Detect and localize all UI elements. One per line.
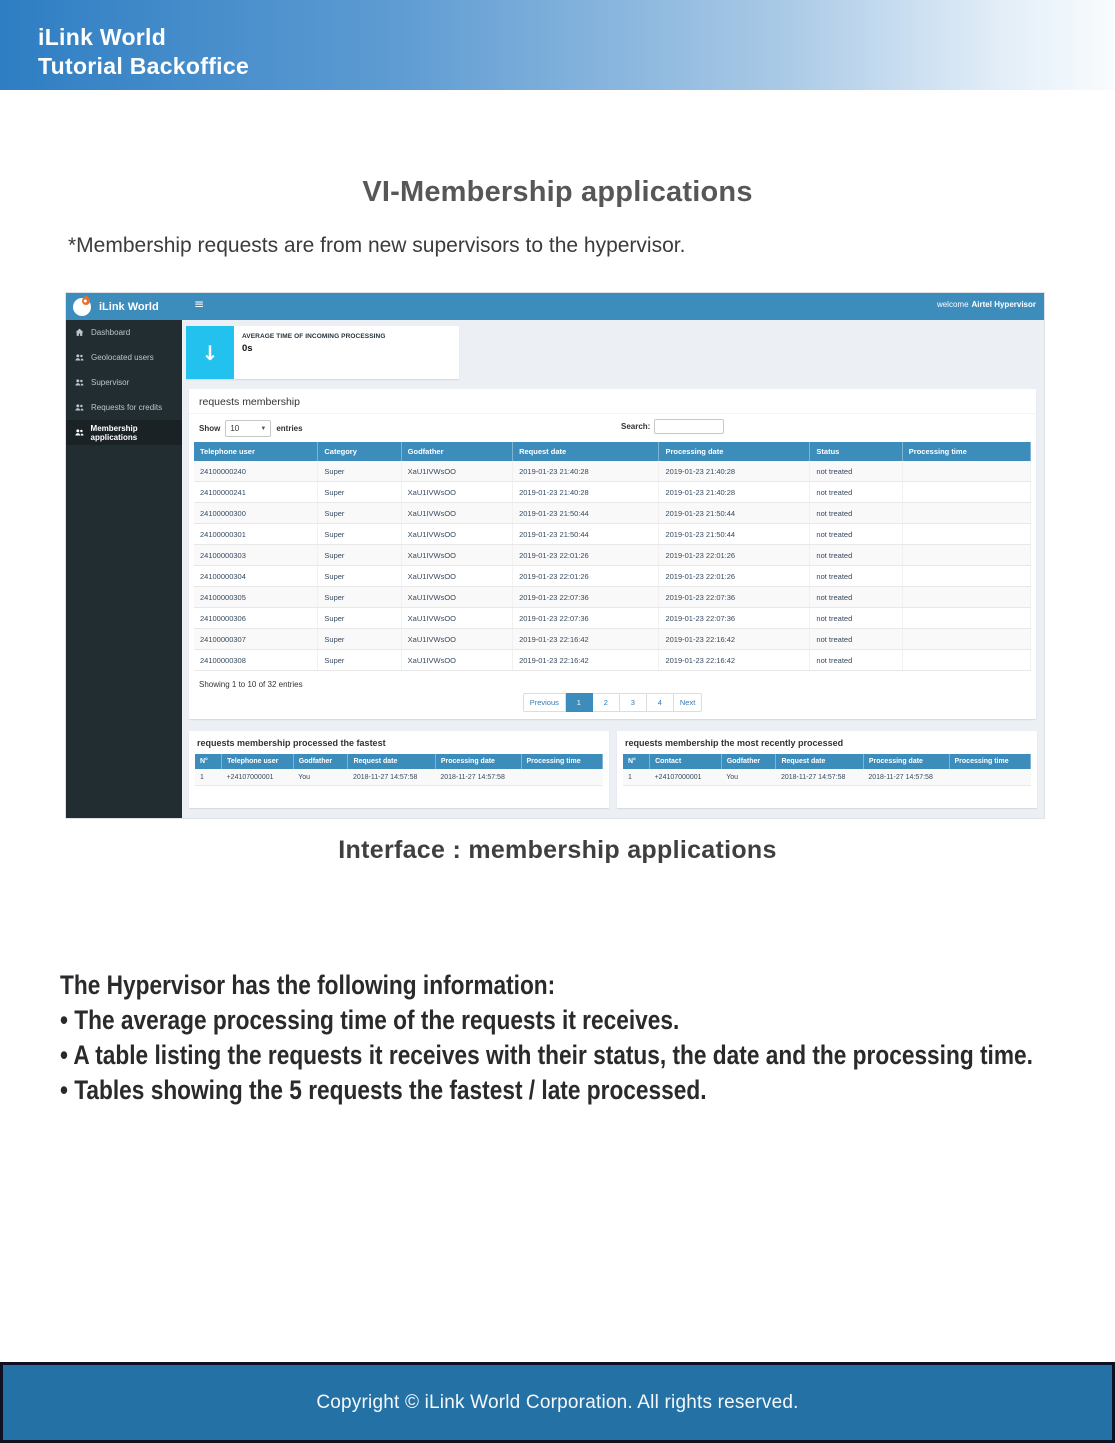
entries-select[interactable]: 10 ▼: [225, 420, 271, 437]
table-cell: not treated: [810, 629, 902, 650]
panel-title: requests membership processed the fastest: [197, 738, 386, 748]
table-cell: 2019-01-23 22:01:26: [659, 545, 810, 566]
table-cell: Super: [318, 587, 401, 608]
table-row: [194, 629, 1031, 650]
table-cell: [902, 608, 1030, 629]
users-icon: [75, 378, 85, 388]
table-cell: 24100000304: [194, 566, 318, 587]
table-cell: 2019-01-23 21:40:28: [513, 482, 659, 503]
table-row: [194, 461, 1031, 482]
table-cell: 2019-01-23 22:07:36: [659, 587, 810, 608]
app-sidebar: [66, 320, 182, 818]
table-cell: XaU1IVWsOO: [401, 587, 512, 608]
table-cell: Super: [318, 629, 401, 650]
table-cell: not treated: [810, 461, 902, 482]
table-row: [195, 769, 603, 786]
table-cell: [521, 769, 602, 786]
table-cell: [902, 482, 1030, 503]
column-header[interactable]: N°: [623, 754, 650, 769]
hamburger-menu-icon[interactable]: ≡: [194, 297, 205, 311]
document-header: [0, 0, 1115, 90]
table-cell: [902, 566, 1030, 587]
table-cell: 1: [195, 769, 222, 786]
recently-processed-panel: [617, 731, 1037, 808]
table-cell: XaU1IVWsOO: [401, 608, 512, 629]
table-cell: 24100000307: [194, 629, 318, 650]
table-row: [194, 608, 1031, 629]
table-cell: [902, 587, 1030, 608]
sidebar-item-geolocated-users[interactable]: [66, 345, 182, 370]
sidebar-item-label: Requests for credits: [91, 403, 163, 412]
table-cell: 2019-01-23 22:01:26: [513, 545, 659, 566]
page-title: VI-Membership applications: [362, 176, 753, 208]
search-label: Search:: [621, 422, 651, 431]
info-heading: The Hypervisor has the following information:: [60, 970, 556, 1000]
table-cell: [902, 503, 1030, 524]
column-header[interactable]: Processing date: [863, 754, 949, 769]
table-cell: +24107000001: [650, 769, 722, 786]
sidebar-item-membership-applications[interactable]: [66, 420, 182, 445]
app-brand-label: iLink World: [99, 300, 159, 313]
column-header[interactable]: Category: [318, 442, 401, 461]
table-cell: XaU1IVWsOO: [401, 503, 512, 524]
users-icon: [75, 403, 85, 413]
table-controls: [189, 414, 1036, 441]
header-brand-line1: iLink World: [38, 24, 167, 50]
table-cell: XaU1IVWsOO: [401, 461, 512, 482]
table-cell: 2019-01-23 22:01:26: [659, 566, 810, 587]
table-row: [194, 482, 1031, 503]
table-cell: 2019-01-23 22:01:26: [513, 566, 659, 587]
copyright-text: Copyright © iLink World Corporation. All rights reserved.: [316, 1391, 799, 1413]
table-cell: XaU1IVWsOO: [401, 482, 512, 503]
table-cell: not treated: [810, 524, 902, 545]
table-cell: [902, 524, 1030, 545]
table-cell: not treated: [810, 608, 902, 629]
table-cell: [949, 769, 1030, 786]
table-cell: 2019-01-23 21:50:44: [659, 503, 810, 524]
table-cell: XaU1IVWsOO: [401, 629, 512, 650]
table-cell: 2019-01-23 21:40:28: [513, 461, 659, 482]
table-cell: Super: [318, 608, 401, 629]
column-header[interactable]: N°: [195, 754, 222, 769]
figure-caption: Interface : membership applications: [338, 836, 777, 864]
column-header[interactable]: Request date: [776, 754, 863, 769]
table-cell: Super: [318, 566, 401, 587]
fastest-processed-panel: [189, 731, 609, 808]
table-cell: XaU1IVWsOO: [401, 545, 512, 566]
table-cell: 24100000303: [194, 545, 318, 566]
sidebar-item-supervisor[interactable]: [66, 370, 182, 395]
pagination-page-4[interactable]: 4: [647, 693, 674, 712]
pagination-next-button[interactable]: Next: [674, 693, 702, 712]
table-cell: 24100000308: [194, 650, 318, 671]
ilink-logo-icon: [73, 298, 91, 316]
app-brand[interactable]: [66, 293, 182, 320]
column-header[interactable]: Godfather: [293, 754, 348, 769]
header-brand-line2: Tutorial Backoffice: [38, 53, 250, 79]
pagination-previous-button[interactable]: Previous: [523, 693, 566, 712]
info-bullet-1: • The average processing time of the requests it receives.: [60, 1005, 680, 1035]
table-cell: [902, 650, 1030, 671]
table-cell: not treated: [810, 482, 902, 503]
table-cell: XaU1IVWsOO: [401, 566, 512, 587]
sidebar-item-label: Dashboard: [91, 328, 131, 337]
backoffice-screenshot: [65, 292, 1045, 819]
info-bullet-3: • Tables showing the 5 requests the fastest / late processed.: [60, 1075, 707, 1105]
table-row: [194, 566, 1031, 587]
column-header[interactable]: Godfather: [721, 754, 776, 769]
stat-card-value: 0s: [242, 343, 253, 354]
table-row: [194, 503, 1031, 524]
table-cell: XaU1IVWsOO: [401, 650, 512, 671]
table-cell: Super: [318, 482, 401, 503]
sidebar-item-label: Membership applications: [90, 423, 138, 442]
search-input[interactable]: [654, 419, 724, 434]
sidebar-item-label: Supervisor: [91, 378, 130, 387]
table-cell: 2019-01-23 22:07:36: [513, 587, 659, 608]
table-cell: not treated: [810, 503, 902, 524]
requests-membership-panel: [189, 389, 1036, 719]
users-icon: [75, 353, 85, 363]
table-cell: 2019-01-23 22:07:36: [513, 608, 659, 629]
panel-title: requests membership: [189, 389, 1036, 414]
table-cell: 2019-01-23 21:50:44: [659, 524, 810, 545]
table-cell: [902, 461, 1030, 482]
pagination-page-2[interactable]: 2: [593, 693, 620, 712]
sidebar-item-requests-for-credits[interactable]: [66, 395, 182, 420]
table-cell: not treated: [810, 566, 902, 587]
document-footer: [0, 1362, 1115, 1443]
show-label: Show: [199, 424, 221, 433]
table-cell: [902, 629, 1030, 650]
column-header[interactable]: Godfather: [401, 442, 512, 461]
column-header[interactable]: Contact: [650, 754, 722, 769]
table-cell: 2019-01-23 22:16:42: [513, 629, 659, 650]
table-cell: 1: [623, 769, 650, 786]
column-header[interactable]: Processing time: [949, 754, 1030, 769]
column-header[interactable]: Processing date: [659, 442, 810, 461]
chevron-down-icon: ▼: [260, 425, 267, 432]
column-header[interactable]: Processing time: [902, 442, 1030, 461]
table-cell: 24100000241: [194, 482, 318, 503]
welcome-message: [937, 300, 1036, 309]
info-bullet-2: • A table listing the requests it receives with their status, the date and the processing time.: [60, 1040, 1033, 1070]
table-cell: 2019-01-23 22:16:42: [659, 650, 810, 671]
table-cell: Super: [318, 461, 401, 482]
column-header[interactable]: Processing date: [435, 754, 521, 769]
pagination-page-3[interactable]: 3: [620, 693, 647, 712]
table-cell: +24107000001: [222, 769, 294, 786]
page-subtitle: *Membership requests are from new supervisors to the hypervisor.: [68, 234, 686, 257]
table-row: [194, 587, 1031, 608]
table-cell: not treated: [810, 545, 902, 566]
table-row: [194, 650, 1031, 671]
table-cell: [902, 545, 1030, 566]
avg-processing-stat-card: [186, 326, 459, 379]
column-header[interactable]: Status: [810, 442, 902, 461]
table-cell: 2018-11-27 14:57:58: [348, 769, 435, 786]
table-cell: 2018-11-27 14:57:58: [776, 769, 863, 786]
column-header[interactable]: Telephone user: [194, 442, 318, 461]
table-cell: Super: [318, 545, 401, 566]
table-row: [194, 524, 1031, 545]
table-cell: Super: [318, 503, 401, 524]
sidebar-item-label: Geolocated users: [91, 353, 154, 362]
users-icon: [75, 428, 85, 438]
table-cell: XaU1IVWsOO: [401, 524, 512, 545]
table-cell: 2019-01-23 21:50:44: [513, 524, 659, 545]
pagination: [189, 693, 1036, 712]
table-row: [194, 545, 1031, 566]
fastest-processed-table: [195, 754, 603, 786]
stat-card-title: AVERAGE TIME OF INCOMING PROCESSING: [242, 333, 386, 340]
requests-membership-table: [194, 442, 1031, 671]
info-block: [60, 968, 1085, 1108]
table-cell: 24100000305: [194, 587, 318, 608]
table-cell: not treated: [810, 587, 902, 608]
table-cell: 2018-11-27 14:57:58: [435, 769, 521, 786]
panel-title: requests membership the most recently processed: [625, 738, 844, 748]
recently-processed-table: [623, 754, 1031, 786]
welcome-user: Airtel Hypervisor: [971, 300, 1036, 309]
table-cell: 2019-01-23 22:16:42: [659, 629, 810, 650]
table-cell: 24100000301: [194, 524, 318, 545]
table-cell: not treated: [810, 650, 902, 671]
column-header[interactable]: Request date: [348, 754, 435, 769]
table-cell: 24100000240: [194, 461, 318, 482]
sidebar-item-dashboard[interactable]: [66, 320, 182, 345]
pagination-page-1[interactable]: 1: [566, 693, 593, 712]
table-cell: 24100000306: [194, 608, 318, 629]
table-cell: 2019-01-23 21:50:44: [513, 503, 659, 524]
app-topbar: [66, 293, 1044, 320]
table-cell: Super: [318, 524, 401, 545]
column-header[interactable]: Processing time: [521, 754, 602, 769]
table-cell: Super: [318, 650, 401, 671]
table-cell: You: [721, 769, 776, 786]
table-cell: You: [293, 769, 348, 786]
table-row: [623, 769, 1031, 786]
column-header[interactable]: Request date: [513, 442, 659, 461]
table-cell: 2019-01-23 21:40:28: [659, 482, 810, 503]
table-cell: 2018-11-27 14:57:58: [863, 769, 949, 786]
table-cell: 2019-01-23 21:40:28: [659, 461, 810, 482]
welcome-prefix: welcome: [936, 300, 969, 309]
table-summary: Showing 1 to 10 of 32 entries: [199, 680, 303, 689]
home-icon: [75, 328, 85, 338]
down-arrow-icon: ↓: [186, 326, 234, 379]
column-header[interactable]: Telephone user: [222, 754, 294, 769]
table-cell: 2019-01-23 22:16:42: [513, 650, 659, 671]
table-cell: 2019-01-23 22:07:36: [659, 608, 810, 629]
entries-label: entries: [276, 424, 303, 433]
table-cell: 24100000300: [194, 503, 318, 524]
